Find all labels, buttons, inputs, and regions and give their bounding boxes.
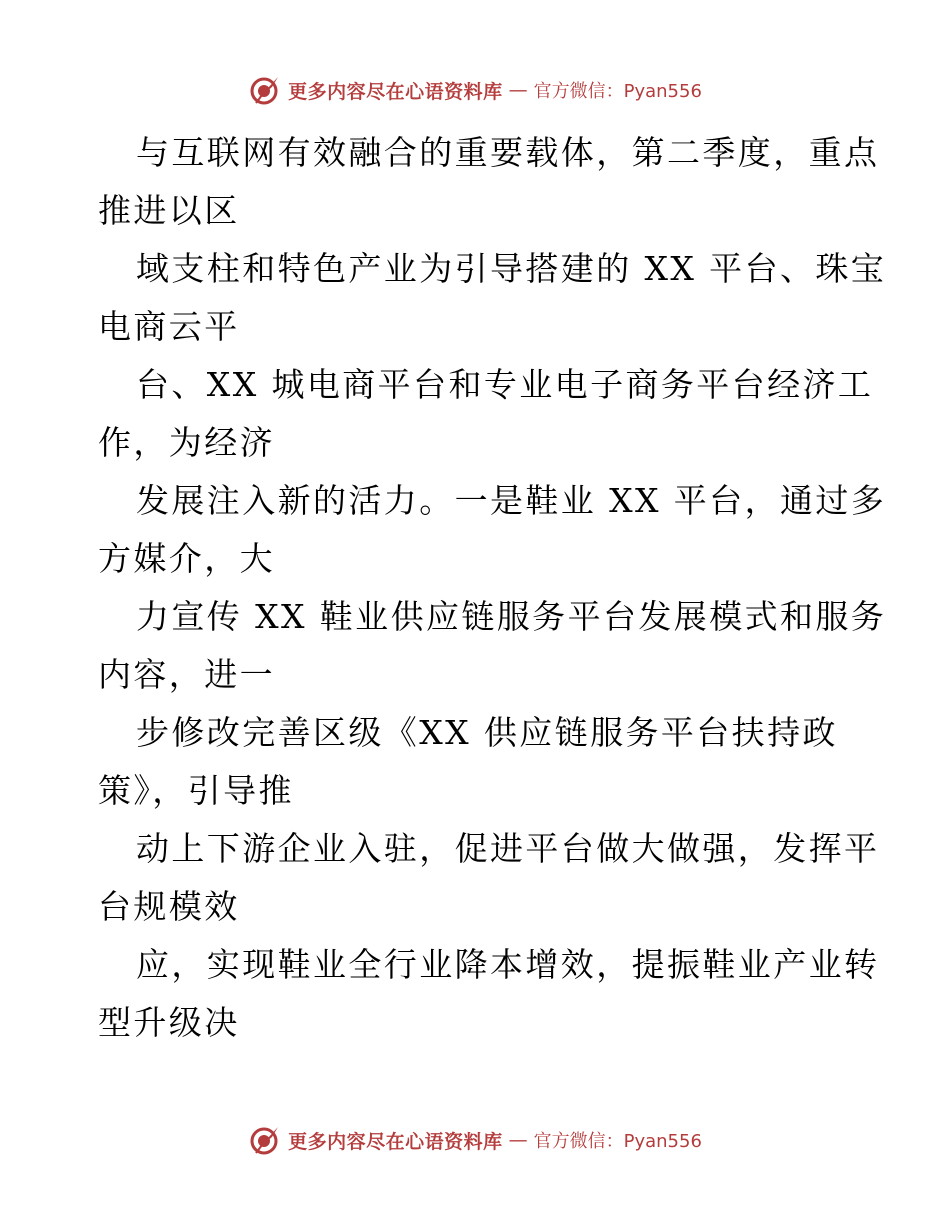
paragraph-line: 策》，引导推 xyxy=(98,771,294,810)
paragraph xyxy=(98,820,880,936)
paragraph xyxy=(98,936,880,1052)
paragraph xyxy=(98,472,887,588)
paragraph-line: 推进以区 xyxy=(98,191,240,230)
paragraph-line: 型升级决 xyxy=(98,1003,240,1042)
paragraph xyxy=(98,704,858,820)
paragraph-line: 内容，进一 xyxy=(98,655,275,694)
paragraph-line: 步修改完善区级《XX 供应链服务平台扶持政 xyxy=(136,713,838,752)
paragraph-line: 与互联网有效融合的重要载体，第二季度，重点 xyxy=(136,133,880,172)
paragraph-line: 力宣传 XX 鞋业供应链服务平台发展模式和服务 xyxy=(136,597,887,636)
paragraph-line: 台规模效 xyxy=(98,887,240,926)
paragraph xyxy=(98,240,887,356)
header-wechat-text: 官方微信：Pyan556 xyxy=(533,81,702,102)
paragraph-line: 应，实现鞋业全行业降本增效，提振鞋业产业转 xyxy=(136,945,880,984)
header-dash: — xyxy=(508,79,528,101)
paragraph-line: 台、XX 城电商平台和专业电子商务平台经济工 xyxy=(136,365,874,404)
paragraph-line: 作，为经济 xyxy=(98,423,275,462)
footer-wechat-text: 官方微信：Pyan556 xyxy=(533,1131,702,1152)
footer-dash: — xyxy=(508,1129,528,1151)
header-brand-text: 更多内容尽在心语资料库 xyxy=(288,80,503,103)
paragraph-line: 电商云平 xyxy=(98,307,240,346)
document-body xyxy=(98,124,887,1052)
paragraph-line: 动上下游企业入驻，促进平台做大做强，发挥平 xyxy=(136,829,880,868)
quill-pen-logo-icon xyxy=(248,73,282,107)
paragraph xyxy=(98,124,880,240)
footer-brand-text: 更多内容尽在心语资料库 xyxy=(288,1130,503,1153)
footer-banner xyxy=(0,1120,950,1160)
paragraph-line: 方媒介，大 xyxy=(98,539,275,578)
paragraph-line: 发展注入新的活力。一是鞋业 XX 平台，通过多 xyxy=(136,481,887,520)
paragraph-line: 域支柱和特色产业为引导搭建的 XX 平台、珠宝 xyxy=(136,249,887,288)
paragraph xyxy=(98,356,874,472)
paragraph xyxy=(98,588,887,704)
quill-pen-logo-icon xyxy=(248,1123,282,1157)
header-banner xyxy=(0,70,950,110)
